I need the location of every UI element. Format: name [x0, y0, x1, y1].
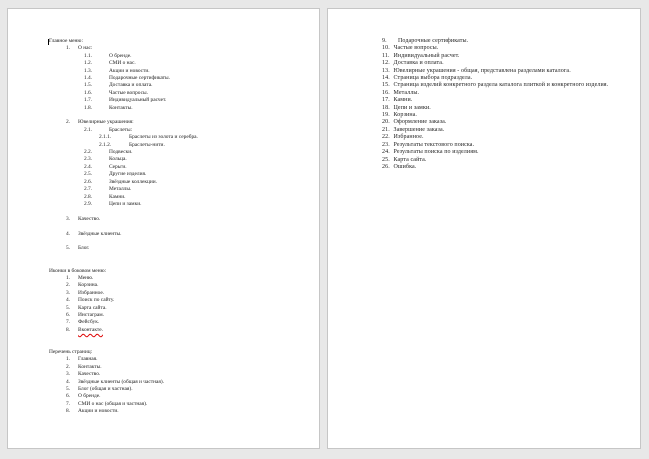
list-number: 2.9.: [84, 200, 93, 207]
doc-line[interactable]: [8, 238, 319, 245]
line-text: Завершение заказа.: [393, 126, 445, 133]
doc-line[interactable]: [328, 119, 640, 126]
list-number: 5.: [66, 304, 71, 311]
doc-line[interactable]: [8, 260, 319, 267]
doc-line[interactable]: [8, 53, 319, 60]
line-text: СМИ о нас (общая и частная).: [78, 400, 148, 407]
list-number: 1.8.: [84, 104, 93, 111]
line-text: Иконки в боковом меню:: [49, 267, 107, 274]
line-text: Браслеты из золота и серебра.: [129, 134, 198, 141]
line-text: Цепи и замки.: [393, 104, 431, 111]
doc-line[interactable]: [8, 68, 319, 75]
doc-line[interactable]: [328, 157, 640, 164]
line-text: Серьги.: [109, 163, 127, 170]
list-number: 4.: [66, 378, 71, 385]
list-number: 1.: [66, 45, 71, 52]
line-text: Ошибка.: [393, 163, 417, 170]
doc-line[interactable]: [8, 327, 319, 334]
line-text: Индивидуальный расчет.: [393, 52, 460, 59]
line-text: Меню.: [78, 274, 94, 281]
line-text: Контакты.: [109, 104, 133, 111]
list-number: 24.: [382, 149, 390, 156]
doc-line[interactable]: [8, 142, 319, 149]
line-text: Камни.: [393, 97, 413, 104]
line-text: О бренде.: [78, 393, 101, 400]
list-number: 16.: [382, 89, 390, 96]
list-number: 1.6.: [84, 89, 93, 96]
list-number: 2.6.: [84, 178, 93, 185]
doc-line[interactable]: [328, 38, 640, 45]
line-text: Частые вопросы.: [109, 89, 148, 96]
line-text: СМИ о нас.: [109, 60, 136, 67]
doc-line[interactable]: [328, 45, 640, 52]
list-number: 11.: [382, 52, 390, 59]
list-number: 5.: [66, 385, 71, 392]
line-text: Звёздные клиенты.: [78, 230, 122, 237]
doc-line[interactable]: [8, 245, 319, 252]
line-text: Другие изделия.: [109, 171, 147, 178]
doc-line[interactable]: [8, 45, 319, 52]
doc-line[interactable]: [8, 208, 319, 215]
doc-line[interactable]: [8, 349, 319, 356]
line-text: Страница выбора подраздела.: [393, 75, 473, 82]
doc-line[interactable]: [8, 393, 319, 400]
line-text: Перечень страниц:: [49, 348, 93, 355]
line-text: Карта сайта.: [393, 156, 427, 163]
list-number: 1.2.: [84, 60, 93, 67]
list-number: 3.: [66, 371, 71, 378]
list-number: 2.: [66, 119, 71, 126]
doc-line[interactable]: [8, 97, 319, 104]
doc-line[interactable]: [8, 231, 319, 238]
list-number: 2.7.: [84, 186, 93, 193]
doc-line[interactable]: [8, 305, 319, 312]
list-number: 14.: [382, 75, 390, 82]
line-text: Поиск по сайту.: [78, 297, 115, 304]
list-number: 7.: [66, 400, 71, 407]
list-number: 1.5.: [84, 82, 93, 89]
list-number: 2.2.: [84, 149, 93, 156]
line-text: Акции и новости.: [78, 408, 119, 415]
list-number: 2.: [66, 363, 71, 370]
list-number: 2.8.: [84, 193, 93, 200]
doc-line[interactable]: [8, 364, 319, 371]
doc-line[interactable]: [8, 82, 319, 89]
line-text: Вконтакте.: [78, 326, 103, 333]
list-number: 1.: [66, 274, 71, 281]
line-text: Подарочные сертификаты.: [109, 75, 170, 82]
doc-line[interactable]: [8, 105, 319, 112]
list-number: 8.: [66, 408, 71, 415]
doc-line[interactable]: [8, 297, 319, 304]
list-number: 23.: [382, 141, 390, 148]
line-text: Браслеты-нити.: [129, 141, 165, 148]
doc-line[interactable]: [328, 90, 640, 97]
line-text: Ювелирные украшения:: [78, 119, 134, 126]
list-number: 22.: [382, 134, 390, 141]
doc-line[interactable]: [8, 179, 319, 186]
line-text: Страница изделий конкретного раздела каталога плиткой и конкретного изделия.: [393, 82, 609, 89]
line-text: Цепи и замки.: [109, 200, 142, 207]
line-text: Подвески.: [109, 149, 133, 156]
doc-line[interactable]: [328, 97, 640, 104]
doc-line[interactable]: [328, 134, 640, 141]
doc-line[interactable]: [8, 60, 319, 67]
list-number: 15.: [382, 82, 390, 89]
doc-line[interactable]: [328, 127, 640, 134]
doc-line[interactable]: [8, 275, 319, 282]
line-text: Металлы.: [393, 89, 420, 96]
list-number: 4.: [66, 230, 71, 237]
list-number: 1.1.: [84, 52, 93, 59]
list-number: 2.1.1.: [99, 134, 112, 141]
line-text: О нас:: [78, 45, 93, 52]
line-text: Результаты текстового поиска.: [393, 141, 475, 148]
doc-line[interactable]: [8, 312, 319, 319]
line-text: Браслеты:: [109, 126, 133, 133]
line-text: Частые вопросы.: [393, 45, 439, 52]
list-number: 9.: [382, 38, 387, 44]
line-text: Подарочные сертификаты.: [398, 38, 469, 44]
list-number: 21.: [382, 126, 390, 133]
list-number: 12.: [382, 60, 390, 67]
line-text: Фейсбук.: [78, 319, 100, 326]
doc-line[interactable]: [8, 75, 319, 82]
doc-line[interactable]: [8, 194, 319, 201]
list-number: 1.4.: [84, 75, 93, 82]
list-number: 6.: [66, 393, 71, 400]
doc-line[interactable]: [8, 119, 319, 126]
doc-line[interactable]: [8, 253, 319, 260]
line-text: Качество.: [78, 371, 101, 378]
list-number: 1.3.: [84, 67, 93, 74]
doc-line[interactable]: [8, 401, 319, 408]
list-number: 4.: [66, 297, 71, 304]
line-text: Результаты поиска по изделиям.: [393, 149, 479, 156]
doc-line[interactable]: [8, 356, 319, 363]
doc-line[interactable]: [8, 149, 319, 156]
list-number: 19.: [382, 112, 390, 119]
list-number: 10.: [382, 45, 390, 52]
line-text: Индивидуальный расчет.: [109, 97, 167, 104]
line-text: Главное меню:: [49, 38, 83, 44]
page-2-text-area[interactable]: [328, 38, 640, 171]
doc-line[interactable]: [8, 164, 319, 171]
line-text: Оформление заказа.: [393, 119, 447, 126]
list-number: 2.5.: [84, 171, 93, 178]
list-number: 5.: [66, 245, 71, 252]
doc-line[interactable]: [328, 149, 640, 156]
doc-line[interactable]: [8, 38, 319, 45]
list-number: 2.1.2.: [99, 141, 112, 148]
doc-line[interactable]: [328, 60, 640, 67]
page-1-text-area[interactable]: [8, 38, 319, 416]
list-number: 3.: [66, 289, 71, 296]
doc-line[interactable]: [8, 408, 319, 415]
list-number: 18.: [382, 104, 390, 111]
doc-line[interactable]: [8, 386, 319, 393]
list-number: 25.: [382, 156, 390, 163]
line-text: Доставка и оплата.: [109, 82, 153, 89]
list-number: 2.1.: [84, 126, 93, 133]
doc-line[interactable]: [328, 82, 640, 89]
list-number: 2.3.: [84, 156, 93, 163]
list-number: 3.: [66, 215, 71, 222]
doc-line[interactable]: [328, 164, 640, 171]
doc-line[interactable]: [328, 112, 640, 119]
list-number: 2.: [66, 282, 71, 289]
line-text: Кольца.: [109, 156, 127, 163]
line-text: Металлы.: [109, 186, 132, 193]
doc-line[interactable]: [8, 319, 319, 326]
line-text: Звёздные клиенты (общая и частная).: [78, 378, 165, 385]
doc-line[interactable]: [8, 156, 319, 163]
doc-line[interactable]: [8, 171, 319, 178]
document-page-2[interactable]: [327, 8, 641, 449]
line-text: Инстаграм.: [78, 311, 105, 318]
line-text: Корзина.: [78, 282, 99, 289]
list-number: 8.: [66, 326, 71, 333]
doc-line[interactable]: [8, 290, 319, 297]
list-number: 6.: [66, 311, 71, 318]
doc-line[interactable]: [8, 379, 319, 386]
line-text: Блог.: [78, 245, 90, 252]
text-cursor: [48, 39, 49, 45]
line-text: Контакты.: [78, 363, 102, 370]
line-text: Корзина.: [393, 112, 418, 119]
doc-line[interactable]: [8, 112, 319, 119]
doc-line[interactable]: [8, 223, 319, 230]
list-number: 1.7.: [84, 97, 93, 104]
list-number: 13.: [382, 67, 390, 74]
doc-line[interactable]: [328, 68, 640, 75]
list-number: 7.: [66, 319, 71, 326]
doc-line[interactable]: [328, 142, 640, 149]
line-text: Карта сайта.: [78, 304, 107, 311]
list-number: 1.: [66, 356, 71, 363]
line-text: Камни.: [109, 193, 126, 200]
line-text: Главная.: [78, 356, 98, 363]
line-text: Доставка и оплата.: [393, 60, 444, 67]
doc-line[interactable]: [8, 342, 319, 349]
doc-line[interactable]: [328, 105, 640, 112]
document-page-1[interactable]: [7, 8, 320, 449]
list-number: 17.: [382, 97, 390, 104]
doc-line[interactable]: [8, 282, 319, 289]
doc-line[interactable]: [8, 268, 319, 275]
line-text: Качество.: [78, 215, 101, 222]
doc-line[interactable]: [8, 186, 319, 193]
line-text: Акции и новости.: [109, 67, 150, 74]
line-text: Блог (общая и частная).: [78, 385, 133, 392]
list-number: 2.4.: [84, 163, 93, 170]
line-text: Звёздные коллекции.: [109, 178, 158, 185]
doc-line[interactable]: [8, 134, 319, 141]
list-number: 20.: [382, 119, 390, 126]
doc-line[interactable]: [8, 371, 319, 378]
list-number: 26.: [382, 163, 390, 170]
line-text: Избранное.: [393, 134, 424, 141]
doc-line[interactable]: [8, 334, 319, 341]
line-text: Избранное.: [78, 289, 105, 296]
line-text: О бренде.: [109, 52, 132, 59]
doc-line[interactable]: [328, 53, 640, 60]
doc-line[interactable]: [8, 216, 319, 223]
doc-line[interactable]: [8, 201, 319, 208]
line-text: Ювелирные украшения - общая, представлена разделами каталога.: [393, 67, 571, 74]
